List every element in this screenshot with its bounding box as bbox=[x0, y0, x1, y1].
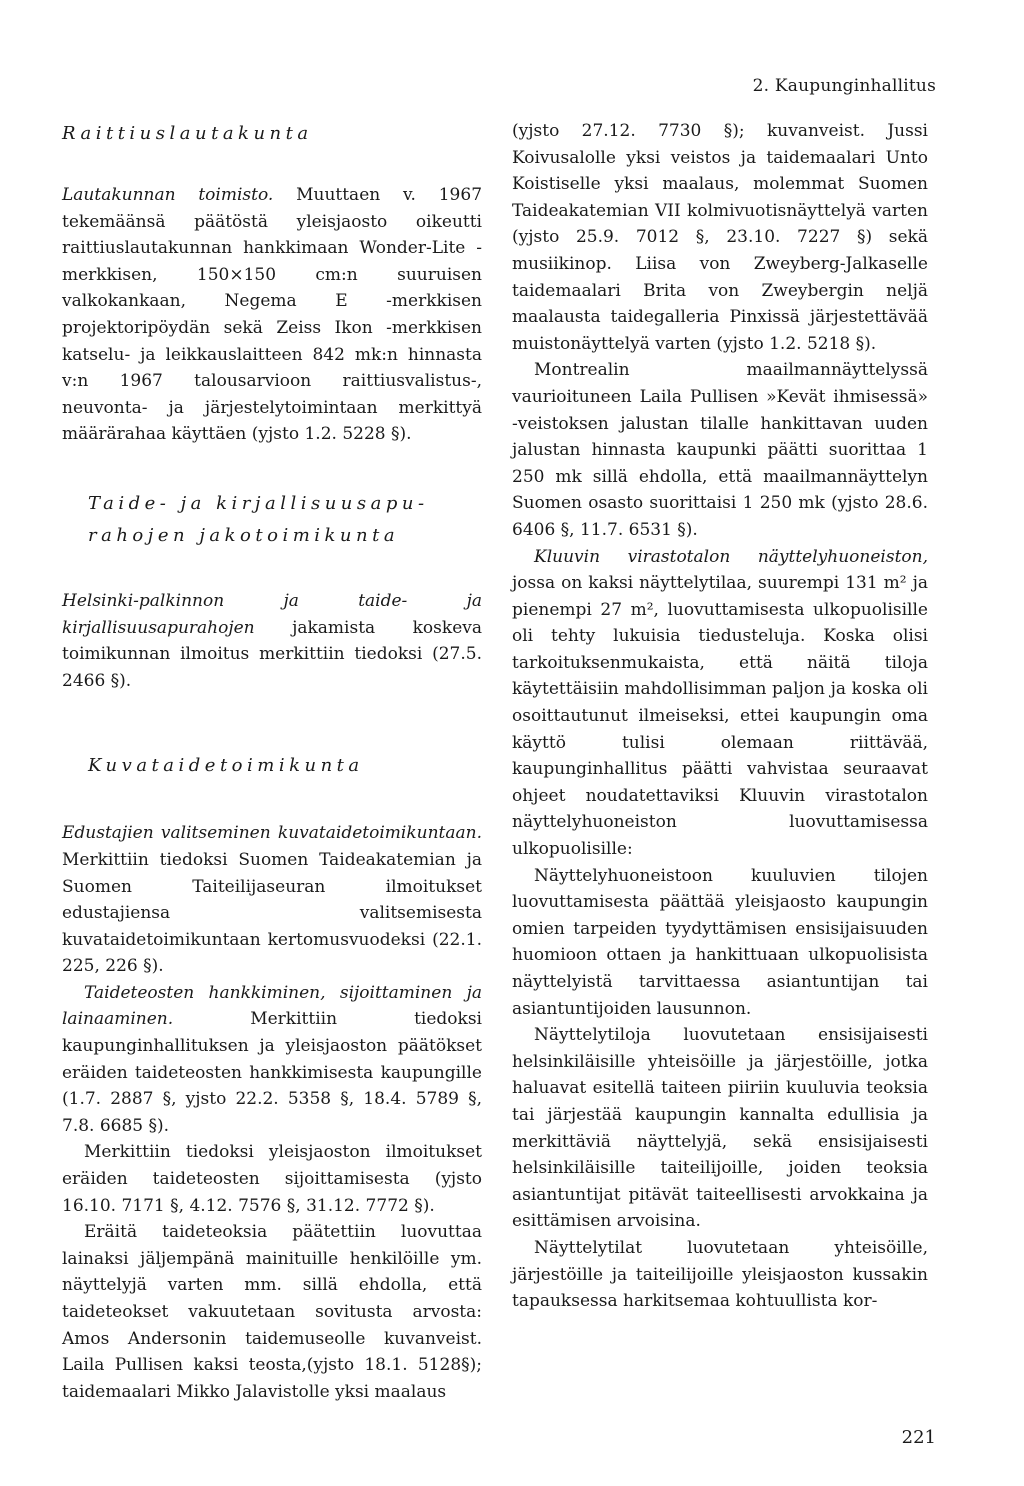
paragraph: Näyttelytiloja luovutetaan ensisijaisesti helsinkiläisille yhteisöille ja järjestöille, jotka haluavat esitellä taiteen piiriin kuuluvia teoksia tai järjestää kaupungin kannalta edullisia ja merkittäviä näyttelyjä, sekä ensisijaisesti helsinkiläisille taiteilijoille, joiden teoksia asiantuntijat pitävät taiteellisesti arvokkaina ja esittämisen arvoisina. bbox=[512, 1025, 928, 1232]
paragraph-title: Kluuvin virastotalon näyttelyhuoneiston, bbox=[534, 546, 928, 567]
section-heading-kuvataidetoimikunta: Kuvataidetoimikunta bbox=[88, 755, 364, 777]
paragraph-title: Lautakunnan toimisto. bbox=[62, 185, 274, 205]
paragraph bbox=[512, 544, 928, 863]
paragraph: Näyttelytilat luovutetaan yhteisöille, järjestöille ja taiteilijoille yleisjaoston kussakin tapauksessa harkitsemaa kohtuullista kor- bbox=[512, 1237, 928, 1312]
left-column bbox=[62, 118, 482, 1405]
paragraph-title: Helsinki-palkinnon ja taide- ja kirjallisuusapurahojen bbox=[62, 590, 482, 638]
page-number: 221 bbox=[901, 1427, 936, 1448]
paragraph bbox=[62, 588, 482, 694]
paragraph-title: Edustajien valitseminen kuvataidetoimikuntaan. bbox=[62, 823, 482, 844]
paragraph bbox=[62, 182, 482, 448]
paragraph-title: Taideteosten hankkiminen, sijoittaminen ja lainaaminen. bbox=[62, 982, 482, 1030]
running-head: 2. Kaupunginhallitus bbox=[752, 76, 936, 96]
paragraph: Näyttelyhuoneistoon kuuluvien tilojen luovuttamisesta päättää yleisjaosto kaupungin omien tarpeiden tyydyttämisen ensisijaisuuden huomioon ottaen ja hankittuaan ulkopuolisista näyttelyistä tarvittaessa asiantuntijan tai asiantuntijoiden lausunnon. bbox=[512, 865, 928, 1019]
paragraph: Eräitä taideteoksia päätettiin luovuttaa lainaksi jäljempänä mainituille henkilöille ym. näyttelyjä varten mm. sillä ehdolla, että taideteokset vakuutetaan sovitusta arvosta: Amos Andersonin taidemuseolle kuvanveist. Laila Pullisen kaksi teosta,(yjsto 18.1. 5128§); taidemaalari Mikko Jalavistolle yksi maalaus bbox=[62, 1222, 482, 1402]
paragraph-text: jossa on kaksi näyttelytilaa, suurempi 131 m² ja pienempi 27 m², luovuttamisesta ulkopuolisille oli tehty lukuisia tiedusteluja. Koska olisi tarkoituksenmukaista, että näitä tiloja käytettäisiin mahdollisimman paljon ja koska oli osoittautunut ilmeiseksi, ettei kaupungin oma käyttö tulisi olemaan riittävää, kaupunginhallitus päätti vahvistaa seuraavat ohjeet noudatettaviksi Kluuvin virastotalon näyttelyhuoneiston luovuttamisessa ulkopuolisille: bbox=[512, 573, 928, 860]
paragraph: (yjsto 27.12. 7730 §); kuvanveist. Jussi Koivusalolle yksi veistos ja taidemaalari Unto Koistiselle yksi maalaus, molemmat Suomen Taideakatemian VII kolmivuotisnäyttelyä varten (yjsto 25.9. 7012 §, 23.10. 7227 §) sekä musiikinop. Liisa von Zweyberg-Jalkaselle taidemaalari Brita von Zweybergin neljä maalausta taidegalleria Pinxissä järjestettävää muistonäyttelyä varten (yjsto 1.2. 5218 §). bbox=[512, 121, 928, 354]
right-column bbox=[512, 118, 928, 1315]
paragraph-text: jakamista koskeva toimikunnan ilmoitus merkittiin tiedoksi (27.5. 2466 §). bbox=[62, 617, 482, 691]
section-heading-taide-ja-kirjallisuusapurahojen-jakotoimikunta bbox=[62, 488, 482, 552]
paragraph: Montrealin maailmannäyttelyssä vaurioituneen Laila Pullisen »Kevät ihmisessä» -veistoksen jalustan tilalle hankittavan uuden jalustan hinnasta kaupunki päätti suorittaa 1 250 mk sillä ehdolla, että maailmannäyttelyn Suomen osasto suorittaisi 1 250 mk (yjsto 28.6. 6406 §, 11.7. 6531 §). bbox=[512, 360, 928, 540]
paragraph bbox=[62, 980, 482, 1140]
paragraph-text: Merkittiin tiedoksi Suomen Taideakatemian ja Suomen Taiteilijaseuran ilmoitukset edustajiensa valitsemisesta kuvataidetoimikuntaan kertomusvuodeksi (22.1. 225, 226 §). bbox=[62, 849, 482, 977]
paragraph-text: Merkittiin tiedoksi kaupunginhallituksen ja yleisjaoston päätökset eräiden taideteosten hankkimisesta kaupungille (1.7. 2887 §, yjsto 22.2. 5358 §, 18.4. 5789 §, 7.8. 6685 §). bbox=[62, 1009, 482, 1136]
paragraph-text: Muuttaen v. 1967 tekemäänsä päätöstä yleisjaosto oikeutti raittiuslautakunnan hankkimaan Wonder-Lite -merkkisen, 150×150 cm:n suuruisen valkokankaan, Negema E -merkkisen projektoripöydän sekä Zeiss Ikon -merkkisen katselu- ja leikkauslaitteen 842 mk:n hinnasta v:n 1967 talousarvioon raittiusvalistus-, neuvonta- ja järjestelytoimintaan merkittyä määrärahaa käyttäen (yjsto 1.2. 5228 §). bbox=[62, 185, 483, 445]
paragraph: Merkittiin tiedoksi yleisjaoston ilmoitukset eräiden taideteosten sijoittamisesta (yjsto 16.10. 7171 §, 4.12. 7576 §, 31.12. 7772 §). bbox=[62, 1142, 482, 1216]
section-heading-raittiuslautakunta: Raittiuslautakunta bbox=[62, 123, 313, 144]
paragraph bbox=[62, 820, 482, 980]
heading-line: rahojen jakotoimikunta bbox=[88, 524, 400, 546]
heading-line: Taide- ja kirjallisuusapu- bbox=[88, 492, 429, 514]
